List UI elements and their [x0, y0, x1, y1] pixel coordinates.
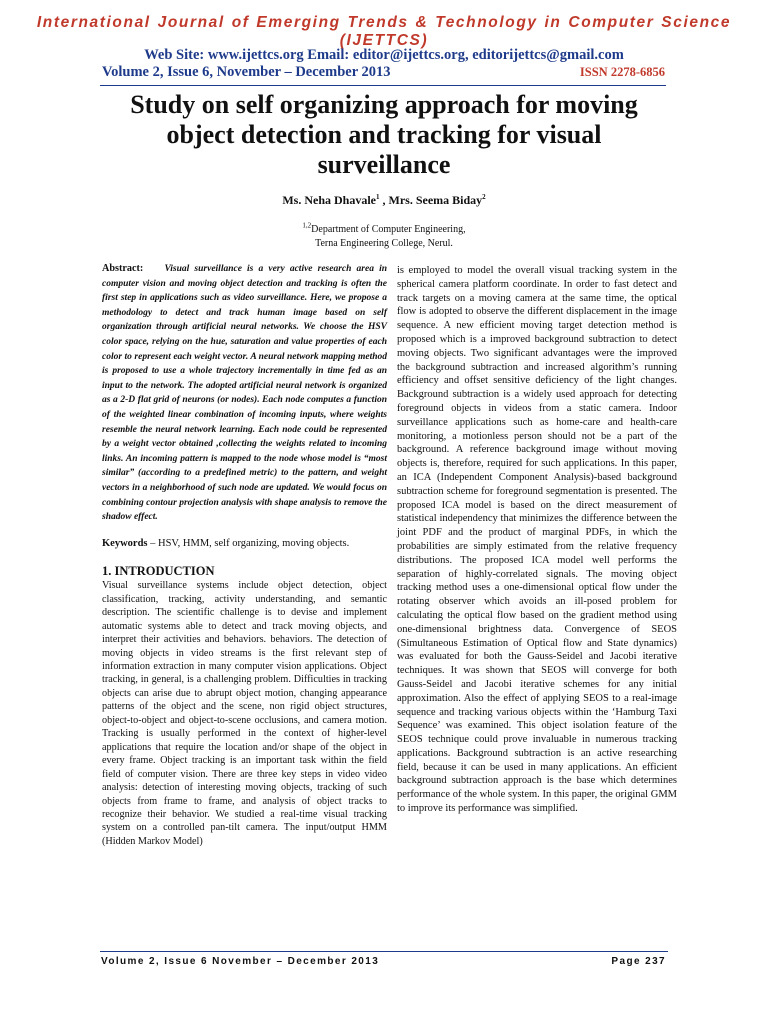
authors — [0, 193, 768, 208]
journal-name: International Journal of Emerging Trends & Technology in Computer Science (IJETTCS) — [36, 14, 732, 49]
left-column — [102, 262, 387, 848]
abstract-text: Visual surveillance is a very active research area in computer vision and moving object detection and tracking is often the first step in applications such as video surveillance. Here, we propose a methodology to detect and track human image based on self organization through artificial neural networks. We choose the HSV color space, relying on the hue, saturation and value properties of each color to represent each weight vector. A neural network mapping method is proposed to use a whole trajectory incrementally in time fed as an input to the network. The adopted artificial neural network is organized as a 2-D flat grid of neurons (or nodes). Each node computes a function of the weighted linear combination of incoming inputs, where weights resemble the neural network learning. Each node could be represented by a weight vector obtained ,collecting the weights related to incoming links. An incoming pattern is mapped to the node whose model is “most similar” (according to a predefined metric) to the pattern, and weight vectors in a neighborhood of such node are updated. We would focus on combining contour projection analysis with shape analysis to remove the shadow effect. — [102, 264, 387, 523]
footer-rule — [100, 951, 668, 952]
author-separator: , — [379, 193, 389, 207]
section-heading-introduction: 1. INTRODUCTION — [102, 564, 215, 579]
journal-website: Web Site: www.ijettcs.org Email: editor@ijettcs.org, editorijettcs@gmail.com — [144, 47, 624, 63]
volume-line — [102, 64, 665, 81]
abstract-label: Abstract: — [102, 263, 144, 274]
author-2-sup: 2 — [482, 193, 486, 201]
volume-info: Volume 2, Issue 6, November – December 2013 — [102, 64, 391, 80]
affiliation-line-1: Department of Computer Engineering, — [311, 224, 466, 235]
footer-volume: Volume 2, Issue 6 November – December 2013 — [101, 956, 380, 967]
right-column — [397, 264, 677, 816]
author-1-sup: 1 — [376, 193, 380, 201]
abstract — [102, 262, 387, 525]
keywords — [102, 537, 387, 551]
affiliation — [0, 223, 768, 251]
introduction-text: Visual surveillance systems include object detection, object classification, tracking, activity understanding, and semantic description. The scientific challenge is to devise and implement automatic systems able to detect and track moving objects, and interpret their activities and behaviors. behaviors. The detection of moving objects in video streams is the first relevant step of information extraction in many computer vision applications. Object tracking, in general, is a challenging problem. Difficulties in tracking objects can arise due to abrupt object motion, changing appearance patterns of the object and the scene, non rigid object structures, object-to-object and object-to-scene occlusions, and camera motion. Tracking is usually performed in the context of higher-level applications that require the location and/or shape of the object in every frame. Object tracking is an important task within the field field of computer vision. There are three key steps in video video analysis: detection of interesting moving objects, tracking of such objects from frame to frame, and analysis of object tracks to recognize their behavior. We studied a real-time visual tracking system on a controlled pan-tilt camera. The input/output HMM (Hidden Markov Model) — [102, 580, 387, 847]
issn: ISSN 2278-6856 — [579, 65, 665, 79]
page-number: Page 237 — [611, 956, 666, 967]
keywords-text: – HSV, HMM, self organizing, moving objects. — [147, 537, 350, 549]
affiliation-line-2: Terna Engineering College, Nerul. — [315, 238, 453, 249]
right-column-text: is employed to model the overall visual tracking system in the spherical camera platform coordinate. In order to fast detect and track targets on a moving camera at the same time, the optical flow is adopted to observe the different displacement in the image sequence. A new efficient moving target detection method is proposed which is a improved background subtraction to detect moving objects. Two significant advantages were the improved the background subtraction and increased algorithm’s running efficiency and offset sensitive deficiency of the light changes. Background subtraction is a widely used approach for detecting foreground objects in videos from a static camera. Indoor surveillance applications such as home-care and health-care monitoring, a motionless person should not be a part of the background. A reference background image without moving objects is, therefore, required for such applications. In this paper, an ICA (Independent Component Analysis)-based background subtraction scheme for foreground segmentation is presented. The proposed ICA model is based on the direct measurement of statistical independency that minimizes the difference between the joint PDF and the product of marginal PDFs, in which the probabilities are simply estimated from the relative frequency distributions. The proposed ICA model well performs the separation of highly-correlated signals. The moving object tracking method uses a one-dimensional optical flow under the rotating observer which avoids an ill-posed problem for calculating the optical flow based on the gradient method using one-dimensional brightness data. Convergence of SEOS (Simultaneous Estimation of Optical flow and State dynamics) was evaluated for both the Gauss-Seidel and Jacobi iterative techniques. It was shown that SEOS will converge for both Gauss-Seidel and Jacobi iterative schemes for any initial approximation. Also the effect of applying SEOS to a real-image sequence and tracking various objects within the ‘Hamburg Taxi Sequence’ was examined. This object isolation feature of the SEOS technique could prove invaluable in numerous tracking applications. Background subtraction is an active researching field, because it can be used in many applications. An efficient background subtraction approach is the base which determines performance of the whole system. In this paper, the original GMM to improve its performance was simplified. — [397, 265, 677, 815]
affiliation-sup: 1,2 — [302, 221, 312, 230]
author-1: Ms. Neha Dhavale — [282, 193, 376, 207]
header-rule — [100, 85, 666, 86]
paper-title: Study on self organizing approach for moving object detection and tracking for visual surveillance — [130, 90, 638, 179]
keywords-label: Keywords — [102, 537, 148, 549]
author-2: Mrs. Seema Biday — [388, 193, 483, 207]
